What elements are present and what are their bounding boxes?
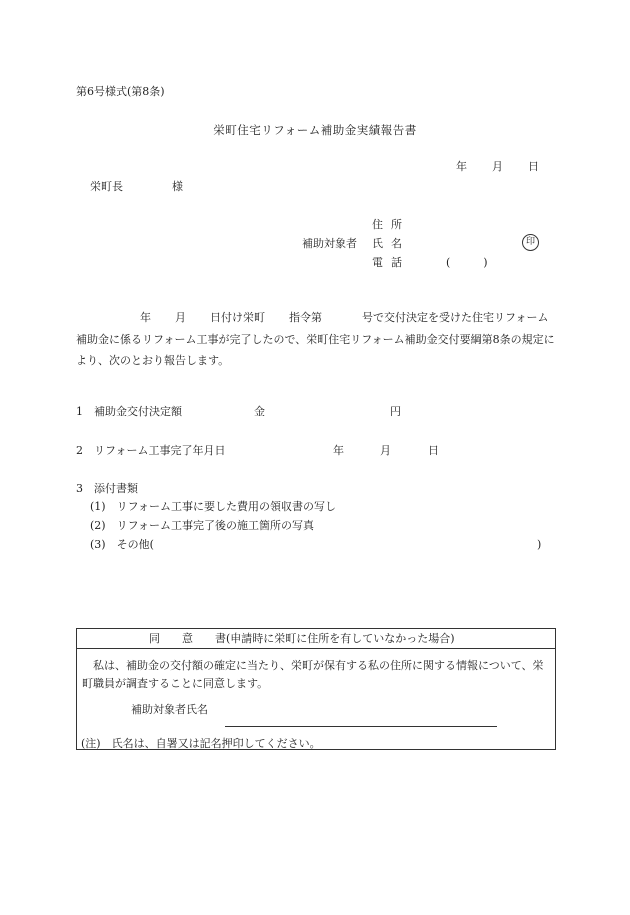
page-title: 栄町住宅リフォーム補助金実績報告書 (213, 123, 417, 137)
consent-header (77, 629, 555, 649)
consent-body: 私は、補助金の交付額の確定に当たり、栄町が保有する私の住所に関する情報について、栄町職員が調査することに同意します。 (82, 659, 544, 690)
body-order: 指令第 (289, 311, 322, 324)
item2-month: 月 (380, 444, 391, 457)
address-label: 住所 (372, 218, 410, 231)
attachment-2: (2) リフォーム工事完了後の施工箇所の写真 (90, 519, 315, 532)
addressee-honorific: 様 (172, 180, 183, 193)
item3-label: 3 添付書類 (76, 482, 138, 495)
signature-line[interactable] (225, 726, 497, 727)
phone-label: 電話 (372, 256, 410, 269)
consent-note: (注) 氏名は、自署又は記名押印してください。 (81, 737, 321, 750)
item2-label: 2 リフォーム工事完了年月日 (76, 444, 226, 457)
item1-label: 1 補助金交付決定額 (76, 405, 182, 418)
item2-year: 年 (333, 444, 344, 457)
signature-label: 補助対象者氏名 (131, 703, 208, 716)
date-month-label: 月 (492, 160, 503, 173)
consent-title: 同 意 書(申請時に栄町に住所を有していなかった場合) (149, 632, 455, 645)
item2-day: 日 (428, 444, 439, 457)
attachment-3: (3) その他( (90, 538, 154, 551)
date-year-label: 年 (456, 160, 467, 173)
addressee: 栄町長 (90, 180, 123, 193)
report-body (76, 307, 558, 372)
date-day-label: 日 (528, 160, 539, 173)
body-year: 年 (140, 311, 151, 324)
body-dated: 日付け栄町 (210, 311, 265, 324)
attachment-3-close: ) (537, 538, 542, 551)
consent-box (76, 628, 556, 750)
attachment-1: (1) リフォーム工事に要した費用の領収書の写し (90, 500, 337, 513)
phone-parens: ( ) (446, 256, 488, 269)
name-label: 氏名 (372, 237, 410, 250)
body-month: 月 (175, 311, 186, 324)
form-number: 第6号様式(第8条) (76, 85, 165, 98)
applicant-label: 補助対象者 (302, 237, 357, 250)
seal-mark: 印 (522, 234, 539, 251)
item1-yen: 円 (390, 405, 401, 418)
item1-kin: 金 (254, 405, 265, 418)
body-text: 号で交付決定を受けた住宅リフォーム補助金に係るリフォーム工事が完了したので、栄町住宅リフォーム補助金交付要綱第8条の規定により、次のとおり報告します。 (76, 311, 555, 367)
